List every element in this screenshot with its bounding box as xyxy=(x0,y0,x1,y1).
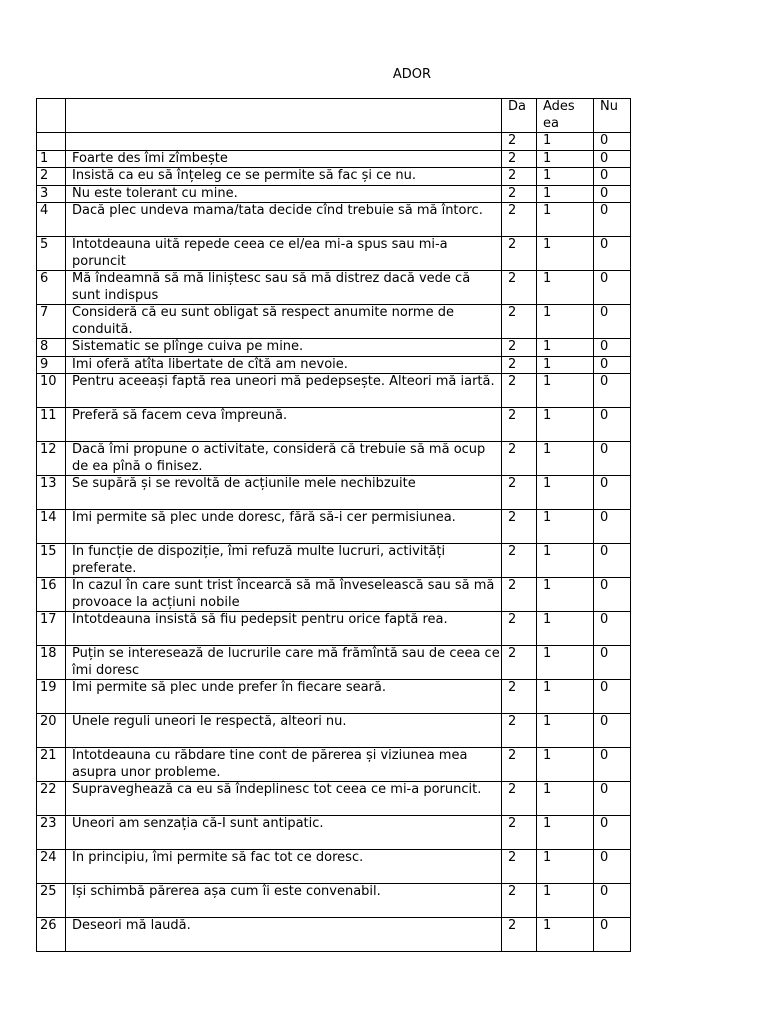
item-number: 9 xyxy=(37,356,66,374)
item-statement: Consideră că eu sunt obligat să respect anumite norme de conduită. xyxy=(66,305,502,339)
item-statement: În cazul în care sunt trist încearcă să mă înveselească sau să mă provoace la acțiuni nobile xyxy=(66,578,502,612)
item-statement: Îmi oferă atîta libertate de cîtă am nevoie. xyxy=(66,356,502,374)
item-number: 18 xyxy=(37,646,66,680)
item-score-nu: 0 xyxy=(594,816,631,850)
item-number: 10 xyxy=(37,374,66,408)
item-score-da: 2 xyxy=(502,374,537,408)
item-score-da: 2 xyxy=(502,408,537,442)
item-score-da: 2 xyxy=(502,612,537,646)
item-score-da: 2 xyxy=(502,918,537,952)
table-row xyxy=(37,442,631,476)
table-row xyxy=(37,714,631,748)
item-score-nu: 0 xyxy=(594,476,631,510)
item-score-nu: 0 xyxy=(594,612,631,646)
item-number: 11 xyxy=(37,408,66,442)
table-row xyxy=(37,374,631,408)
item-score-adesea: 1 xyxy=(537,782,594,816)
table-row xyxy=(37,510,631,544)
item-statement: În principiu, îmi permite să fac tot ce doresc. xyxy=(66,850,502,884)
item-statement: Nu este tolerant cu mine. xyxy=(66,185,502,203)
header-adesea: Ades ea xyxy=(537,99,594,133)
table-row xyxy=(37,168,631,186)
item-score-nu: 0 xyxy=(594,748,631,782)
item-score-adesea: 1 xyxy=(537,305,594,339)
table-row xyxy=(37,544,631,578)
item-score-adesea: 1 xyxy=(537,714,594,748)
item-statement: Sistematic se plînge cuiva pe mine. xyxy=(66,339,502,357)
item-score-nu: 0 xyxy=(594,185,631,203)
item-score-nu: 0 xyxy=(594,714,631,748)
item-score-da: 2 xyxy=(502,646,537,680)
item-score-nu: 0 xyxy=(594,646,631,680)
item-statement: Mă îndeamnă să mă liniștesc sau să mă distrez dacă vede că sunt indispus xyxy=(66,271,502,305)
table-row xyxy=(37,816,631,850)
item-score-adesea: 1 xyxy=(537,544,594,578)
item-number: 23 xyxy=(37,816,66,850)
item-score-adesea: 1 xyxy=(537,884,594,918)
item-score-nu: 0 xyxy=(594,374,631,408)
item-score-nu: 0 xyxy=(594,339,631,357)
header-statement-cell xyxy=(66,99,502,133)
item-number: 25 xyxy=(37,884,66,918)
item-statement: Întotdeauna cu răbdare tine cont de părerea și viziunea mea asupra unor probleme. xyxy=(66,748,502,782)
item-number: 2 xyxy=(37,168,66,186)
table-row xyxy=(37,782,631,816)
score-statement-cell xyxy=(66,133,502,151)
item-number: 7 xyxy=(37,305,66,339)
item-score-nu: 0 xyxy=(594,150,631,168)
score-number-cell xyxy=(37,133,66,151)
item-score-nu: 0 xyxy=(594,544,631,578)
item-score-da: 2 xyxy=(502,714,537,748)
item-number: 15 xyxy=(37,544,66,578)
item-number: 3 xyxy=(37,185,66,203)
item-number: 24 xyxy=(37,850,66,884)
item-score-nu: 0 xyxy=(594,918,631,952)
item-score-nu: 0 xyxy=(594,356,631,374)
table-row xyxy=(37,748,631,782)
item-score-nu: 0 xyxy=(594,305,631,339)
table-row xyxy=(37,185,631,203)
item-statement: Foarte des îmi zîmbește xyxy=(66,150,502,168)
item-score-adesea: 1 xyxy=(537,816,594,850)
item-score-nu: 0 xyxy=(594,168,631,186)
item-number: 8 xyxy=(37,339,66,357)
item-statement: Supraveghează ca eu să îndeplinesc tot ceea ce mi-a poruncit. xyxy=(66,782,502,816)
item-statement: Uneori am senzația că-I sunt antipatic. xyxy=(66,816,502,850)
item-statement: Dacă îmi propune o activitate, consideră că trebuie să mă ocup de ea pînă o finisez. xyxy=(66,442,502,476)
item-number: 20 xyxy=(37,714,66,748)
score-nu: 0 xyxy=(594,133,631,151)
item-score-adesea: 1 xyxy=(537,185,594,203)
table-row xyxy=(37,680,631,714)
item-statement: Întotdeauna insistă să fiu pedepsit pentru orice faptă rea. xyxy=(66,612,502,646)
item-score-nu: 0 xyxy=(594,237,631,271)
table-row xyxy=(37,271,631,305)
item-number: 4 xyxy=(37,203,66,237)
item-score-da: 2 xyxy=(502,356,537,374)
item-score-da: 2 xyxy=(502,203,537,237)
item-number: 1 xyxy=(37,150,66,168)
item-score-adesea: 1 xyxy=(537,339,594,357)
item-score-adesea: 1 xyxy=(537,150,594,168)
item-score-da: 2 xyxy=(502,680,537,714)
item-score-da: 2 xyxy=(502,884,537,918)
item-number: 13 xyxy=(37,476,66,510)
header-nu: Nu xyxy=(594,99,631,133)
item-statement: Puțin se interesează de lucrurile care mă frămîntă sau de ceea ce îmi doresc xyxy=(66,646,502,680)
item-number: 6 xyxy=(37,271,66,305)
item-score-da: 2 xyxy=(502,339,537,357)
item-score-adesea: 1 xyxy=(537,510,594,544)
table-row xyxy=(37,203,631,237)
item-statement: Unele reguli uneori le respectă, alteori nu. xyxy=(66,714,502,748)
item-score-da: 2 xyxy=(502,168,537,186)
table-row xyxy=(37,476,631,510)
item-number: 19 xyxy=(37,680,66,714)
item-statement: Îmi permite să plec unde doresc, fără să-i cer permisiunea. xyxy=(66,510,502,544)
questionnaire-table xyxy=(36,98,631,952)
item-score-adesea: 1 xyxy=(537,646,594,680)
item-statement: Întotdeauna uită repede ceea ce el/ea mi-a spus sau mi-a poruncit xyxy=(66,237,502,271)
table-row xyxy=(37,578,631,612)
item-score-da: 2 xyxy=(502,185,537,203)
item-score-nu: 0 xyxy=(594,782,631,816)
item-score-adesea: 1 xyxy=(537,850,594,884)
table-row xyxy=(37,646,631,680)
item-statement: Dacă plec undeva mama/tata decide cînd trebuie să mă întorc. xyxy=(66,203,502,237)
item-number: 26 xyxy=(37,918,66,952)
item-score-da: 2 xyxy=(502,150,537,168)
document-title: ADOR xyxy=(392,67,432,82)
item-score-nu: 0 xyxy=(594,442,631,476)
item-score-da: 2 xyxy=(502,816,537,850)
table-row xyxy=(37,408,631,442)
item-score-adesea: 1 xyxy=(537,578,594,612)
score-da: 2 xyxy=(502,133,537,151)
item-statement: Insistă ca eu să înțeleg ce se permite să fac și ce nu. xyxy=(66,168,502,186)
item-score-da: 2 xyxy=(502,782,537,816)
item-score-da: 2 xyxy=(502,442,537,476)
item-score-adesea: 1 xyxy=(537,612,594,646)
item-score-adesea: 1 xyxy=(537,748,594,782)
score-row xyxy=(37,133,631,151)
item-score-da: 2 xyxy=(502,510,537,544)
item-statement: Îmi permite să plec unde prefer în fiecare seară. xyxy=(66,680,502,714)
item-score-da: 2 xyxy=(502,748,537,782)
item-statement: Preferă să facem ceva împreună. xyxy=(66,408,502,442)
item-score-da: 2 xyxy=(502,237,537,271)
item-number: 21 xyxy=(37,748,66,782)
item-score-adesea: 1 xyxy=(537,476,594,510)
item-score-adesea: 1 xyxy=(537,237,594,271)
header-number-cell xyxy=(37,99,66,133)
item-score-da: 2 xyxy=(502,271,537,305)
item-statement: Pentru aceeași faptă rea uneori mă pedepsește. Alteori mă iartă. xyxy=(66,374,502,408)
item-number: 5 xyxy=(37,237,66,271)
item-score-da: 2 xyxy=(502,476,537,510)
item-statement: În funcție de dispoziție, îmi refuză multe lucruri, activități preferate. xyxy=(66,544,502,578)
item-statement: Își schimbă părerea așa cum îi este convenabil. xyxy=(66,884,502,918)
header-da: Da xyxy=(502,99,537,133)
table-row xyxy=(37,918,631,952)
item-score-nu: 0 xyxy=(594,408,631,442)
item-score-nu: 0 xyxy=(594,510,631,544)
item-number: 22 xyxy=(37,782,66,816)
item-score-adesea: 1 xyxy=(537,356,594,374)
score-adesea: 1 xyxy=(537,133,594,151)
item-score-da: 2 xyxy=(502,578,537,612)
item-number: 17 xyxy=(37,612,66,646)
item-statement: Se supără și se revoltă de acțiunile mele nechibzuite xyxy=(66,476,502,510)
item-score-nu: 0 xyxy=(594,850,631,884)
table-row xyxy=(37,850,631,884)
item-number: 12 xyxy=(37,442,66,476)
item-score-adesea: 1 xyxy=(537,374,594,408)
item-statement: Deseori mă laudă. xyxy=(66,918,502,952)
item-number: 16 xyxy=(37,578,66,612)
item-score-nu: 0 xyxy=(594,271,631,305)
item-score-adesea: 1 xyxy=(537,168,594,186)
table-row xyxy=(37,237,631,271)
item-score-da: 2 xyxy=(502,544,537,578)
table-row xyxy=(37,305,631,339)
item-score-nu: 0 xyxy=(594,680,631,714)
item-number: 14 xyxy=(37,510,66,544)
item-score-nu: 0 xyxy=(594,203,631,237)
item-score-adesea: 1 xyxy=(537,203,594,237)
item-score-adesea: 1 xyxy=(537,918,594,952)
item-score-adesea: 1 xyxy=(537,680,594,714)
item-score-da: 2 xyxy=(502,305,537,339)
item-score-nu: 0 xyxy=(594,578,631,612)
item-score-adesea: 1 xyxy=(537,271,594,305)
table-row xyxy=(37,150,631,168)
table-row xyxy=(37,884,631,918)
table-row xyxy=(37,356,631,374)
item-score-da: 2 xyxy=(502,850,537,884)
table-row xyxy=(37,612,631,646)
item-score-adesea: 1 xyxy=(537,408,594,442)
table-row xyxy=(37,339,631,357)
item-score-nu: 0 xyxy=(594,884,631,918)
header-row xyxy=(37,99,631,133)
item-score-adesea: 1 xyxy=(537,442,594,476)
